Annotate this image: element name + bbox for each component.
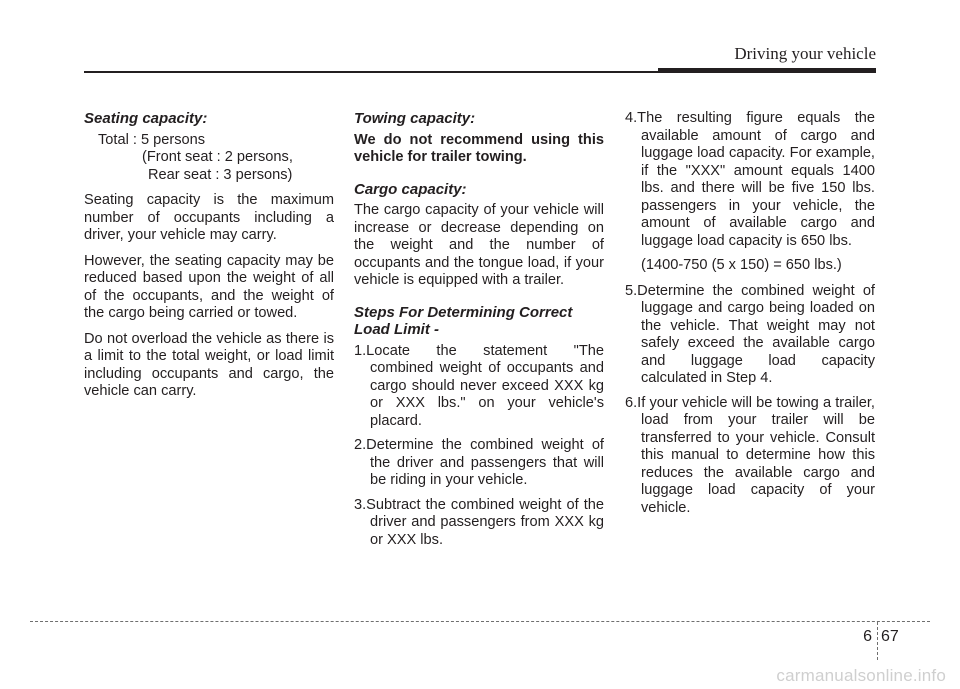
section-title: Driving your vehicle (734, 44, 876, 63)
calculation-example: (1400-750 (5 x 150) = 650 lbs.) (641, 257, 842, 273)
steps-list-continued (625, 283, 875, 518)
chapter-number: 6 (863, 628, 872, 645)
column-middle (354, 110, 604, 556)
column-left (84, 110, 334, 409)
header-accent-bar (658, 68, 876, 73)
steps-heading: Steps For Determining Correct (354, 303, 573, 321)
list-item: 2.Determine the combined weight of the driver and passengers that will be riding in your vehicle. (354, 437, 604, 488)
column-right (625, 110, 875, 524)
list-item: 6.If your vehicle will be towing a trailer, load from your trailer will be transferred to your vehicle. Consult this manual to determine how this reduces the available cargo and luggage load capacity of your vehicle. (625, 394, 875, 516)
seating-paragraph: Seating capacity is the maximum number of occupants including a driver, your vehicle may carry. (84, 192, 334, 243)
steps-heading: Load Limit - (354, 321, 439, 338)
seating-front: (Front seat : 2 persons, (142, 149, 293, 165)
header-divider (84, 71, 660, 73)
towing-paragraph: We do not recommend using this vehicle for trailer towing. (354, 131, 604, 165)
list-item: 4.The resulting figure equals the available amount of cargo and luggage load capacity. For example, if the "XXX" amount equals 1400 lbs. and there will be five 150 lbs. passengers in your vehicle, the amount of available cargo and luggage load capacity is 650 lbs. (625, 110, 875, 249)
cargo-paragraph: The cargo capacity of your vehicle will increase or decrease depending on the weight and the number of occupants and the tongue load, if your vehicle is equipped with a trailer. (354, 202, 604, 288)
page-number-divider (877, 622, 878, 660)
list-item: 3.Subtract the combined weight of the driver and passengers from XXX kg or XXX lbs. (354, 496, 604, 548)
seating-capacity-heading: Seating capacity: (84, 110, 208, 127)
steps-list (354, 343, 604, 550)
watermark: carmanualsonline.info (776, 666, 946, 685)
seating-paragraph: However, the seating capacity may be reduced based upon the weight of all of the occupants, and the weight of the cargo being carried or towed. (84, 252, 334, 321)
seating-rear: Rear seat : 3 persons) (148, 166, 293, 183)
steps-list-continued (625, 110, 875, 250)
towing-capacity-heading: Towing capacity: (354, 110, 476, 127)
seating-paragraph: Do not overload the vehicle as there is a limit to the total weight, or load limit including occupants and cargo, the vehicle can carry. (84, 330, 334, 399)
page-number: 67 (881, 628, 899, 645)
list-item: 1.Locate the statement "The combined weight of occupants and cargo should never exceed XXX kg or XXX lbs." on your vehicle's placard. (354, 342, 604, 429)
cargo-capacity-heading: Cargo capacity: (354, 180, 467, 198)
footer-divider (30, 621, 930, 622)
seating-total: Total : 5 persons (98, 131, 206, 148)
list-item: 5.Determine the combined weight of luggage and cargo being loaded on the vehicle. That weight may not safely exceed the available cargo and luggage load capacity calculated in Step 4. (625, 282, 875, 386)
